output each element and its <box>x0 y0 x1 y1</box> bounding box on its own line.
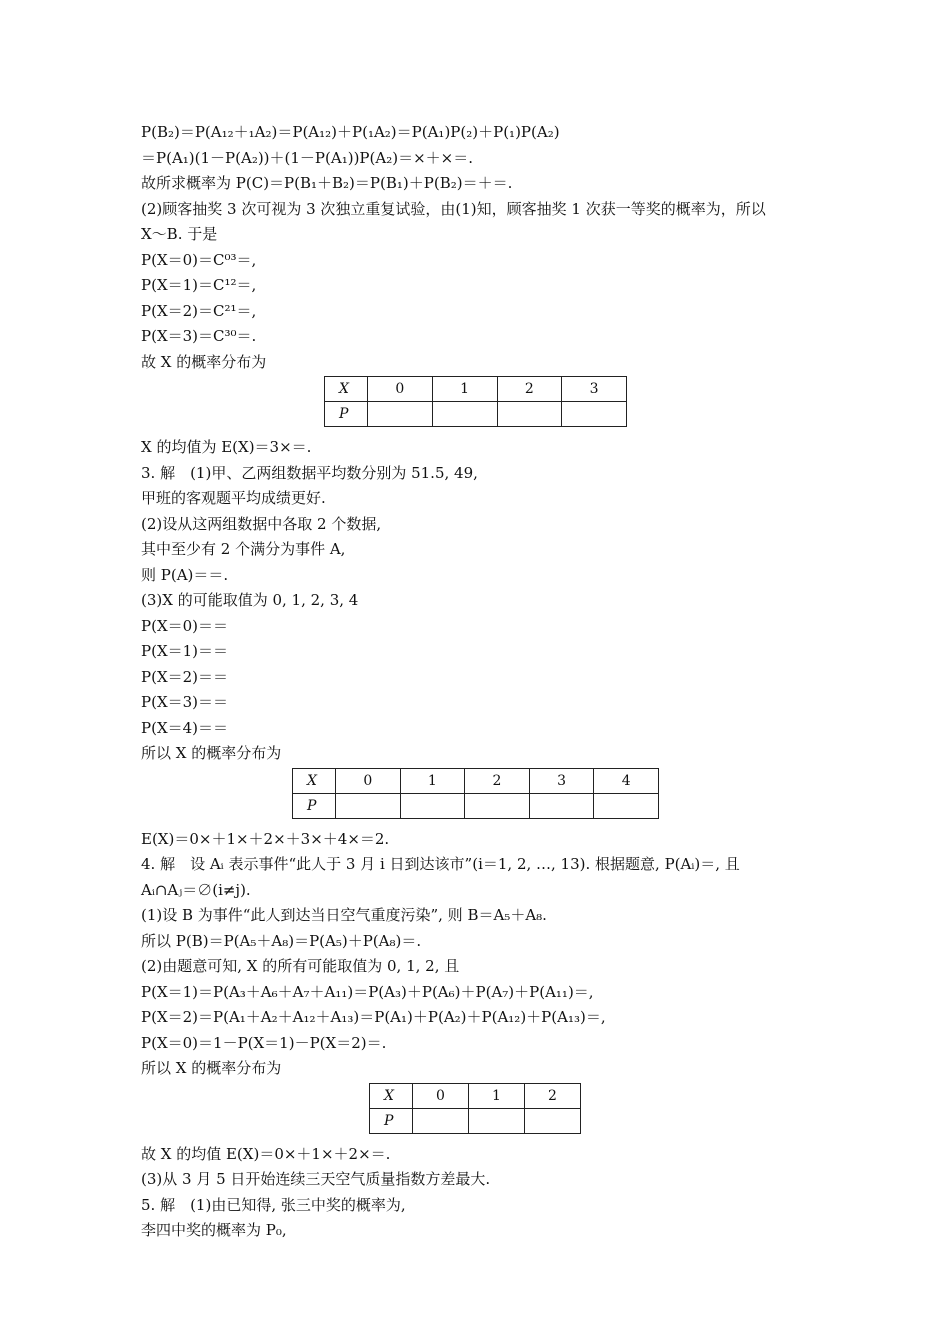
text-line: P(X＝1)＝C¹²＝, <box>141 276 257 294</box>
table-header-cell: P <box>370 1108 413 1133</box>
table-header-cell: X <box>325 377 368 402</box>
distribution-table-3 <box>369 1083 581 1134</box>
text-line: 故 X 的概率分布为 <box>141 352 267 371</box>
table-cell: 3 <box>562 377 627 402</box>
table-cell: 2 <box>465 768 530 793</box>
table-header-cell: P <box>325 402 368 427</box>
text-line: ＝P(A₁)(1－P(A₂))＋(1－P(A₁))P(A₂)＝×＋×＝. <box>141 148 473 167</box>
table-header-cell: P <box>293 793 336 818</box>
table-cell <box>529 793 594 818</box>
text-line: 所以 X 的概率分布为 <box>141 1059 282 1077</box>
text-line: (3)X 的可能取值为 0, 1, 2, 3, 4 <box>141 591 359 609</box>
text-line: P(X＝3)＝＝ <box>141 693 229 711</box>
distribution-table-1 <box>324 376 627 427</box>
block4 <box>141 1142 841 1244</box>
distribution-table-3-wrap <box>141 1082 841 1142</box>
solution-document <box>141 120 841 1244</box>
text-line: X～B. 于是 <box>141 225 218 243</box>
table-cell <box>368 402 433 427</box>
text-line: E(X)＝0×＋1×＋2×＋3×＋4×＝2. <box>141 829 390 848</box>
table-cell: 1 <box>432 377 497 402</box>
table-cell: 0 <box>413 1083 469 1108</box>
text-line: P(X＝1)＝＝ <box>141 642 229 660</box>
block2 <box>141 435 841 767</box>
text-line: P(X＝2)＝C²¹＝, <box>141 301 257 320</box>
block1 <box>141 120 841 375</box>
text-line: 故所求概率为 P(C)＝P(B₁＋B₂)＝P(B₁)＋P(B₂)＝＋＝. <box>141 174 513 192</box>
table-header-cell: X <box>370 1083 413 1108</box>
text-line: 所以 X 的概率分布为 <box>141 744 282 762</box>
text-line: 则 P(A)＝＝. <box>141 565 229 584</box>
text-line: (3)从 3 月 5 日开始连续三天空气质量指数方差最大. <box>141 1170 491 1188</box>
table-cell: 2 <box>497 377 562 402</box>
text-line: X 的均值为 E(X)＝3×＝. <box>141 438 312 456</box>
table-cell <box>465 793 530 818</box>
text-line: P(X＝0)＝1－P(X＝1)－P(X＝2)＝. <box>141 1033 387 1052</box>
text-line: 其中至少有 2 个满分为事件 A, <box>141 540 346 558</box>
text-line: P(X＝2)＝＝ <box>141 667 229 686</box>
table-cell <box>525 1108 581 1133</box>
text-line: P(X＝4)＝＝ <box>141 718 229 737</box>
text-line: P(X＝0)＝C⁰³＝, <box>141 250 257 269</box>
table-cell <box>562 402 627 427</box>
table-cell: 4 <box>594 768 659 793</box>
text-line: (1)设 B 为事件“此人到达当日空气重度污染”, 则 B＝A₅＋A₈. <box>141 906 547 924</box>
text-line: 4. 解 设 Aᵢ 表示事件“此人于 3 月 i 日到达该市”(i＝1, 2, …, 13). 根据题意, P(Aᵢ)＝, 且 <box>141 855 740 873</box>
text-line: (2)顾客抽奖 3 次可视为 3 次独立重复试验，由(1)知，顾客抽奖 1 次获一等奖的概率为，所以 <box>141 199 766 218</box>
distribution-table-1-wrap <box>141 375 841 435</box>
table-cell <box>432 402 497 427</box>
table-cell <box>469 1108 525 1133</box>
text-line: P(X＝2)＝P(A₁＋A₂＋A₁₂＋A₁₃)＝P(A₁)＋P(A₂)＋P(A₁₂)＋P(A₁₃)＝, <box>141 1008 606 1026</box>
table-cell <box>594 793 659 818</box>
table-cell: 1 <box>469 1083 525 1108</box>
text-line: (2)设从这两组数据中各取 2 个数据, <box>141 514 382 533</box>
text-line: 所以 P(B)＝P(A₅＋A₈)＝P(A₅)＋P(A₈)＝. <box>141 931 422 950</box>
table-cell: 2 <box>525 1083 581 1108</box>
text-line: P(X＝0)＝＝ <box>141 616 229 635</box>
table-cell <box>497 402 562 427</box>
text-line: P(B₂)＝P(A₁₂＋₁A₂)＝P(A₁₂)＋P(₁A₂)＝P(A₁)P(₂)＋P(₁)P(A₂) <box>141 123 560 141</box>
table-cell <box>400 793 465 818</box>
table-cell: 0 <box>368 377 433 402</box>
distribution-table-2-wrap <box>141 767 841 827</box>
table-cell <box>336 793 401 818</box>
text-line: P(X＝1)＝P(A₃＋A₆＋A₇＋A₁₁)＝P(A₃)＋P(A₆)＋P(A₇)＋P(A₁₁)＝, <box>141 982 594 1001</box>
text-line: Aᵢ∩Aⱼ＝∅(i≠j). <box>141 880 251 899</box>
block3 <box>141 827 841 1082</box>
table-cell: 0 <box>336 768 401 793</box>
text-line: (2)由题意可知, X 的所有可能取值为 0, 1, 2, 且 <box>141 957 460 975</box>
table-cell: 3 <box>529 768 594 793</box>
text-line: P(X＝3)＝C³⁰＝. <box>141 327 257 345</box>
text-line: 李四中奖的概率为 P₀, <box>141 1221 287 1239</box>
text-line: 故 X 的均值 E(X)＝0×＋1×＋2×＝. <box>141 1144 391 1163</box>
text-line: 3. 解 (1)甲、乙两组数据平均数分别为 51.5, 49, <box>141 463 478 482</box>
table-cell <box>413 1108 469 1133</box>
distribution-table-2 <box>292 768 659 819</box>
text-line: 5. 解 (1)由已知得, 张三中奖的概率为, <box>141 1195 406 1214</box>
table-header-cell: X <box>293 768 336 793</box>
table-cell: 1 <box>400 768 465 793</box>
text-line: 甲班的客观题平均成绩更好. <box>141 489 326 507</box>
